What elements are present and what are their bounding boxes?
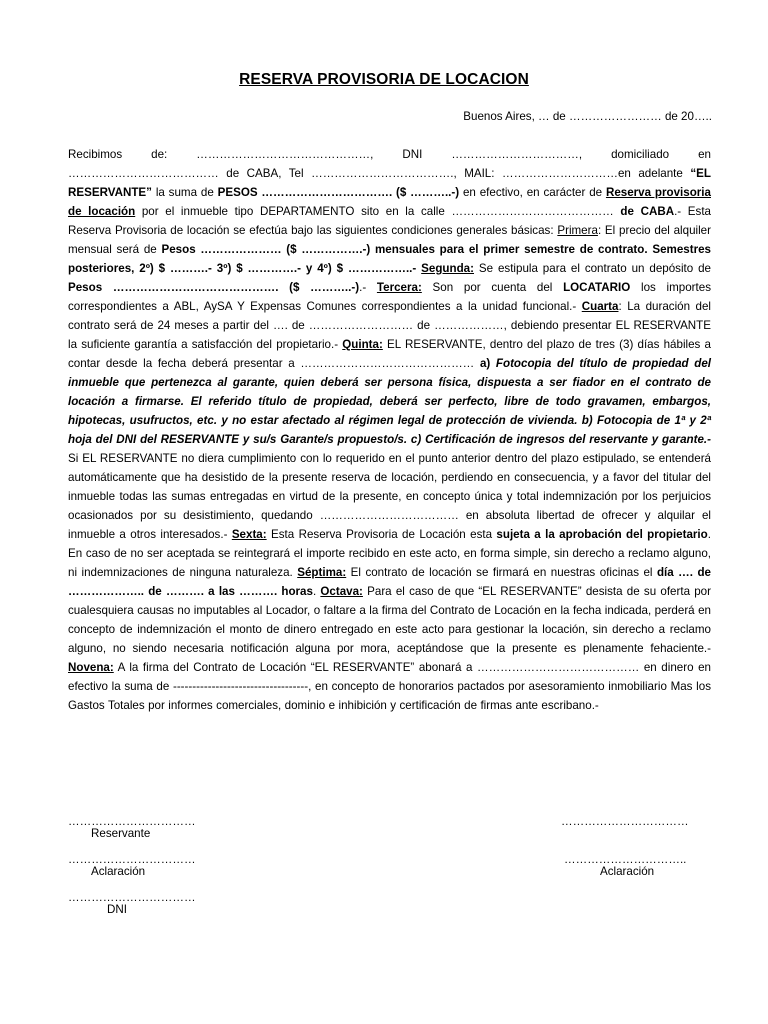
text-run: PESOS ……………………………. ($ ………..-) (217, 186, 460, 199)
signature-right-line: …………………………… (561, 815, 689, 828)
text-run: Sexta: (231, 528, 267, 541)
text-run: A la firma del Contrato de Locación “EL RESERVANTE” abonará a …………………………………… en dinero en efectivo la suma de -----------------------------------, en concepto de honorarios pactados por asesoramiento inmobiliario Mas los Gastos Totales por informes comerciales, dominio e inhibición y certificación de firmas ante escribano.- (68, 661, 711, 712)
text-run: Primera (557, 224, 598, 237)
text-run: de CABA (620, 205, 675, 218)
signature-aclaracion-label-right: Aclaración (600, 865, 655, 878)
signature-dni-line: …………………………… (68, 891, 196, 904)
text-run: Cuarta (581, 300, 619, 313)
signature-aclaracion-line-left: …………………………… (68, 853, 196, 866)
text-run: día …. de ……………….. de ………. a las ………. horas (68, 566, 711, 598)
place-date-line: Buenos Aires, … de …………………… de 20….. (463, 110, 712, 123)
text-run: Son por cuenta del (421, 281, 564, 294)
text-run: EL RESERVANTE, dentro del plazo de tres (3) días hábiles a contar desde la fecha deberá presentar a ……………………………………… (68, 338, 711, 370)
signature-aclaracion-line-right: ………………………….. (564, 853, 687, 866)
text-run: Séptima: (297, 566, 347, 579)
signature-reservante-line: …………………………… (68, 815, 196, 828)
text-run: El contrato de locación se firmará en nuestras oficinas el (346, 566, 657, 579)
signature-reservante-label: Reservante (91, 827, 151, 840)
text-run: . (312, 585, 321, 598)
text-run: Se estipula para el contrato un depósito de (474, 262, 711, 275)
text-run: Pesos ………………… ($ …………….-) mensuales para el primer semestre de contrato. Semestres posteriores, 2º) $ ……….- 3º) $ ………….- y 4º) $ ……………..- (68, 243, 711, 275)
text-run: : La duración del contrato será de 24 meses a partir del …. de ……………………… de ………………, debiendo presentar EL RESERVANTE la suficiente garantía a satisfacción del propietario.- (68, 300, 711, 351)
text-run: .- Esta Reserva Provisoria de locación se efectúa bajo las siguientes condiciones generales básicas: (68, 205, 712, 237)
text-run: los importes correspondientes a ABL, AySA Y Expensas Comunes correspondientes a la unidad funcional.- (68, 281, 711, 313)
text-run: Recibimos de: ………………………………………, DNI ……………………………, domiciliado en ………………………………… de CABA, Tel ………………………………., MAIL: …………………………en adelante (68, 148, 711, 180)
text-run: sujeta a la aprobación del propietario (496, 528, 708, 541)
text-run: LOCATARIO (563, 281, 631, 294)
text-run: Segunda: (421, 262, 474, 275)
text-run: Fotocopia del título de propiedad del inmueble que pertenezca al garante, quien deberá ser persona física, dispuesta a ser fiador en el contrato de locación a firmarse. El referido título de propiedad, deberá ser perfecto, libre de todo gravamen, embargos, hipotecas, usufructos, etc. y no estar afectado al régimen legal de protección de vivienda. b) Fotocopia de 1ª y 2ª hoja del DNI del RESERVANTE y su/s Garante/s propuesto/s. c) Certificación de ingresos del reservante y garante.- (68, 357, 712, 446)
text-run: Si EL RESERVANTE no diera cumplimiento con lo requerido en el punto anterior dentro del plazo estipulado, se entenderá automáticamente que ha desistido de la presente reserva de locación, perdiendo en consecuencia, y a favor del titular del inmueble todas las sumas entregadas en virtud de la presente, en concepto única y total indemnización por los perjuicios ocasionados por su desistimiento, quedando ……………………………… en absoluta libertad de ofrecer y alquilar el inmueble a otros interesados.- (68, 452, 711, 541)
text-run: : El precio del alquiler mensual será de (68, 224, 711, 256)
text-run: a) (479, 357, 491, 370)
text-run: Esta Reserva Provisoria de Locación esta (266, 528, 497, 541)
text-run: Tercera: (376, 281, 422, 294)
contract-body (68, 145, 711, 715)
document-title: RESERVA PROVISORIA DE LOCACION (239, 71, 529, 88)
signature-dni-label: DNI (107, 903, 127, 916)
text-run: Reserva provisoria de locación (68, 186, 711, 218)
text-run: en efectivo, en carácter de (459, 186, 606, 199)
text-run: la suma de (151, 186, 218, 199)
text-run: .- (359, 281, 377, 294)
signature-aclaracion-label-left: Aclaración (91, 865, 146, 878)
text-run: . En caso de no ser aceptada se reintegrará el importe recibido en este acto, en forma simple, sin derecho a reclamo alguno, ni indemnizaciones de ninguna naturaleza. (68, 528, 711, 579)
text-run: Novena: (68, 661, 114, 674)
text-run: Pesos ……………………………………. ($ ………..-) (68, 281, 360, 294)
text-run: Quinta: (342, 338, 383, 351)
text-run: Octava: (320, 585, 363, 598)
text-run: Para el caso de que “EL RESERVANTE” desista de su oferta por cualesquiera causas no imputables al Locador, o faltare a la firma del Contrato de Locación en la fecha indicada, perderá en concepto de indemnización el monto de dinero entregado en este acto para gestionar la locación, sin derecho a reclamo alguno, no siendo necesaria notificación alguna por mora, aceptándose que la presente es plenamente fehaciente.- (68, 585, 711, 655)
text-run: “EL RESERVANTE” (68, 167, 711, 199)
text-run: por el inmueble tipo DEPARTAMENTO sito en la calle …………………………………… (135, 205, 621, 218)
